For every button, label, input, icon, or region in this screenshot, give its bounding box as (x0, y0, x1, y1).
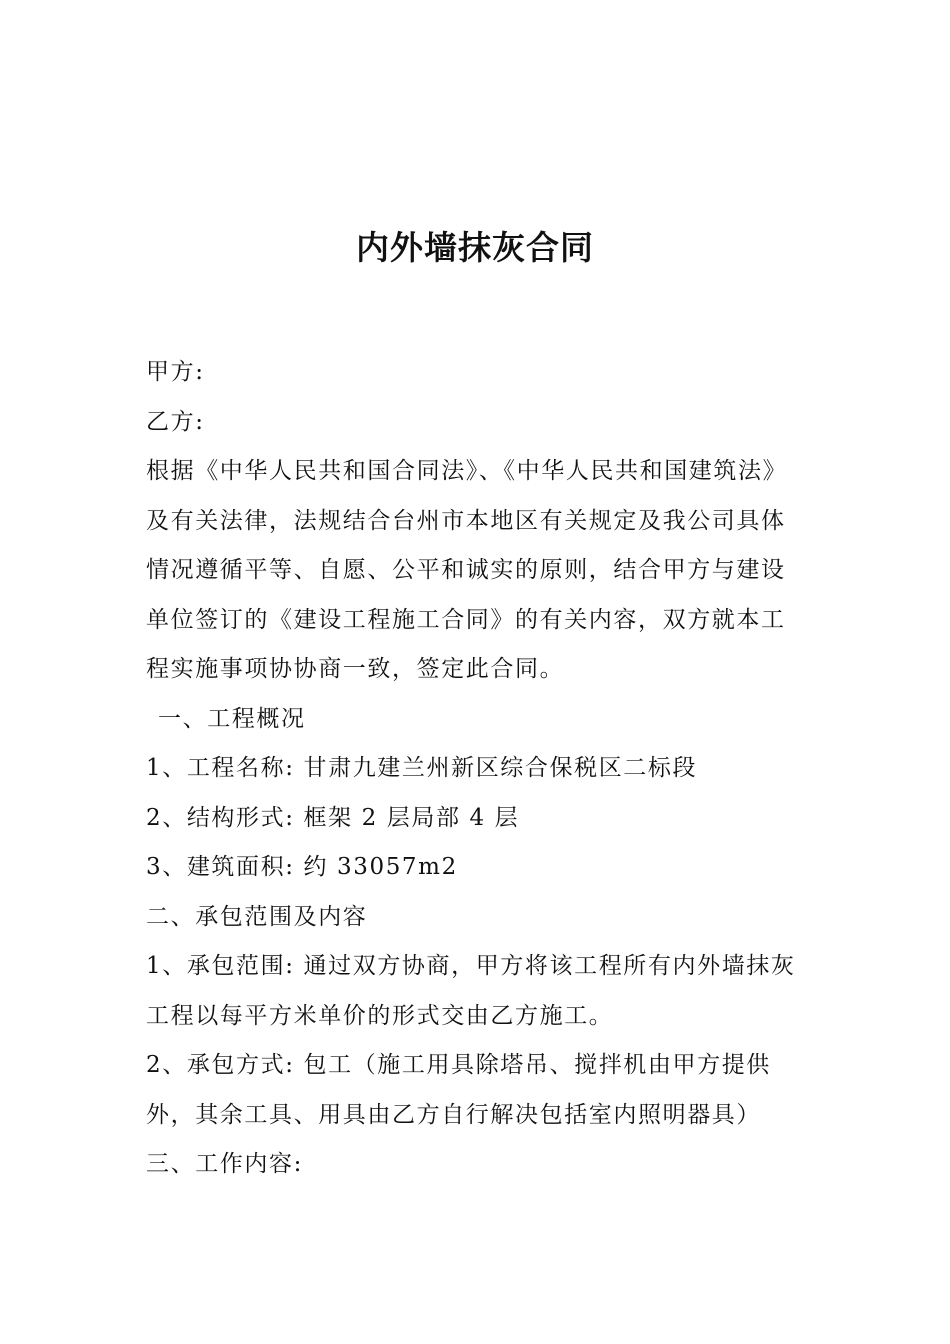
overview-item-structure: 2、结构形式: 框架 2 层局部 4 层 (146, 804, 520, 831)
section-heading-overview: 一、工程概况 (158, 705, 306, 732)
party-a-line: 甲方: (146, 359, 205, 385)
overview-item-area: 3、建筑面积: 约 33057m2 (146, 854, 458, 880)
scope-item-method: 2、承包方式: 包工（施工用具除塔吊、搅拌机由甲方提供外，其余工具、用具由乙方自行解决包括室内照明器具） (146, 1052, 771, 1128)
party-b-line: 乙方: (146, 408, 205, 435)
section-heading-work-content: 三、工作内容: (146, 1151, 303, 1177)
scope-item-range: 1、承包范围: 通过双方协商，甲方将该工程所有内外墙抹灰工程以每平方米单价的形式交由乙方施工。 (146, 953, 796, 1029)
document-title: 内外墙抹灰合同 (356, 228, 594, 267)
document-body (146, 348, 810, 1190)
section-heading-scope: 二、承包范围及内容 (146, 903, 368, 930)
overview-item-project-name: 1、工程名称: 甘肃九建兰州新区综合保税区二标段 (146, 755, 698, 781)
preamble-paragraph: 根据《中华人民共和国合同法》、《中华人民共和国建筑法》及有关法律，法规结合台州市本地区有关规定及我公司具体情况遵循平等、自愿、公平和诚实的原则，结合甲方与建设单位签订的《建设工程施工合同》的有关内容，双方就本工程实施事项协协商一致，签定此合同。 (146, 458, 788, 682)
